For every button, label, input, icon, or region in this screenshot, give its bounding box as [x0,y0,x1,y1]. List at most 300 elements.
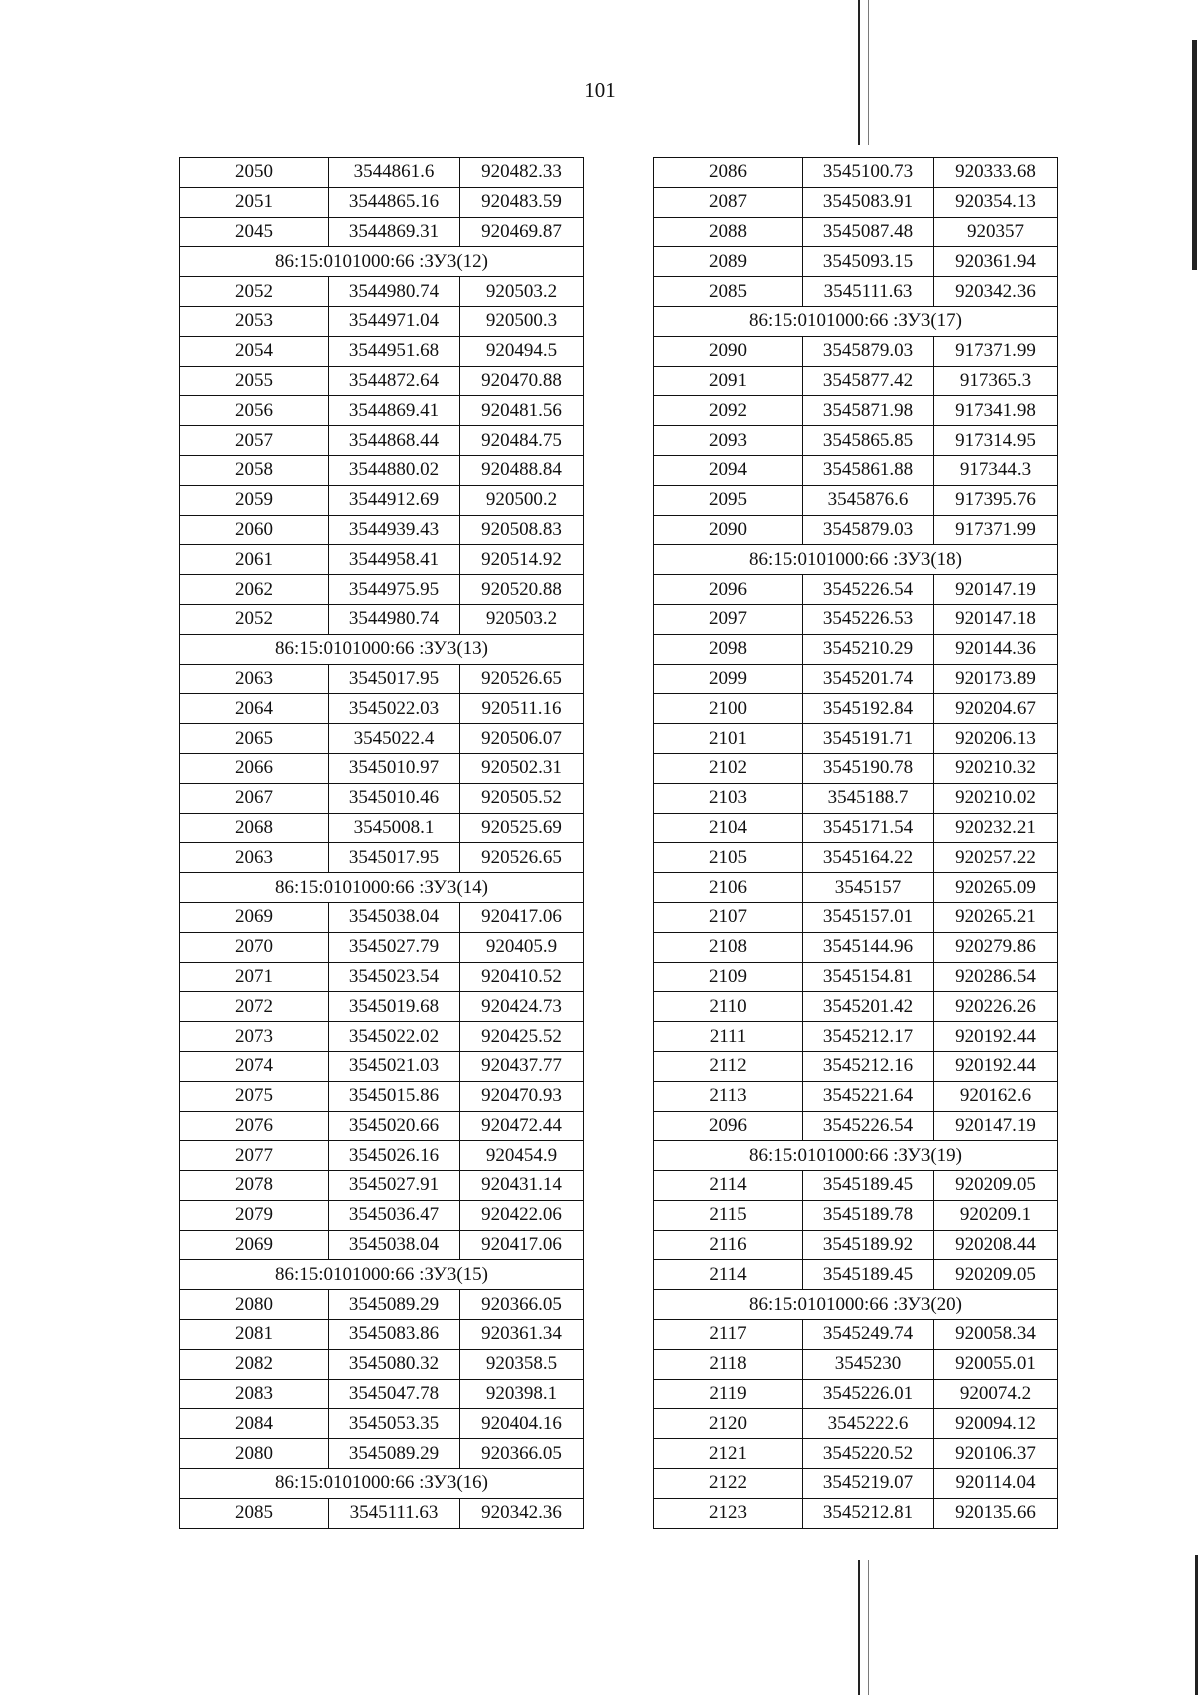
table-row [654,962,1058,992]
coordinate-x: 3545220.52 [803,1439,934,1469]
coordinate-y: 920483.59 [460,187,584,217]
coordinates-table-left [179,157,584,1529]
coordinate-x: 3545111.63 [329,1498,460,1528]
coordinate-x: 3545019.68 [329,992,460,1022]
coordinate-x: 3545154.81 [803,962,934,992]
coordinate-y: 920425.52 [460,1022,584,1052]
point-number: 2072 [180,992,329,1022]
coordinate-y: 920470.93 [460,1081,584,1111]
table-row [654,217,1058,247]
coordinate-y: 920470.88 [460,366,584,396]
scan-edge-line [1192,40,1197,270]
cadastral-number: 86:15:0101000:66 :ЗУ3(19) [654,1141,1058,1171]
table-row [180,932,584,962]
table-row [654,1200,1058,1230]
point-number: 2080 [180,1290,329,1320]
coordinate-y: 920422.06 [460,1200,584,1230]
coordinate-x: 3545022.02 [329,1022,460,1052]
table-section-header [180,247,584,277]
coordinate-x: 3545026.16 [329,1141,460,1171]
coordinate-y: 920257.22 [934,843,1058,873]
point-number: 2056 [180,396,329,426]
coordinate-x: 3545861.88 [803,455,934,485]
coordinate-x: 3545249.74 [803,1320,934,1350]
scan-edge-line [858,0,860,145]
coordinate-y: 920147.19 [934,575,1058,605]
coordinate-x: 3545053.35 [329,1409,460,1439]
coordinate-y: 920058.34 [934,1320,1058,1350]
table-row [654,1379,1058,1409]
table-row [654,366,1058,396]
point-number: 2105 [654,843,803,873]
coordinate-x: 3545226.54 [803,1111,934,1141]
coordinate-x: 3544958.41 [329,545,460,575]
table-section-header [654,1141,1058,1171]
coordinate-x: 3545871.98 [803,396,934,426]
point-number: 2063 [180,664,329,694]
coordinate-x: 3545038.04 [329,1230,460,1260]
coordinate-y: 920494.5 [460,336,584,366]
coordinate-x: 3545083.91 [803,187,934,217]
scan-edge-line [1195,1555,1198,1695]
coordinate-x: 3545015.86 [329,1081,460,1111]
table-row [654,813,1058,843]
coordinate-y: 920481.56 [460,396,584,426]
coordinate-x: 3544912.69 [329,485,460,515]
point-number: 2111 [654,1022,803,1052]
coordinate-y: 920208.44 [934,1230,1058,1260]
coordinate-y: 920147.18 [934,604,1058,634]
coordinate-x: 3545226.53 [803,604,934,634]
table-row [180,1439,584,1469]
table-row [654,1081,1058,1111]
point-number: 2122 [654,1469,803,1499]
point-number: 2112 [654,1051,803,1081]
cadastral-number: 86:15:0101000:66 :ЗУ3(18) [654,545,1058,575]
coordinate-y: 920074.2 [934,1379,1058,1409]
coordinate-x: 3545190.78 [803,753,934,783]
point-number: 2063 [180,843,329,873]
table-row [180,575,584,605]
table-row [654,1409,1058,1439]
table-row [180,1200,584,1230]
point-number: 2084 [180,1409,329,1439]
table-row [654,664,1058,694]
coordinate-x: 3545226.01 [803,1379,934,1409]
coordinate-y: 920354.13 [934,187,1058,217]
table-row [654,992,1058,1022]
table-row [180,515,584,545]
point-number: 2090 [654,336,803,366]
coordinate-x: 3545189.78 [803,1200,934,1230]
point-number: 2090 [654,515,803,545]
point-number: 2061 [180,545,329,575]
coordinate-x: 3544980.74 [329,277,460,307]
point-number: 2071 [180,962,329,992]
coordinate-y: 920144.36 [934,634,1058,664]
coordinate-x: 3545212.81 [803,1498,934,1528]
coordinate-x: 3545157 [803,873,934,903]
table-row [180,277,584,307]
table-row [654,1320,1058,1350]
coordinate-x: 3545164.22 [803,843,934,873]
table-row [180,1290,584,1320]
point-number: 2117 [654,1320,803,1350]
point-number: 2054 [180,336,329,366]
coordinate-x: 3545036.47 [329,1200,460,1230]
point-number: 2060 [180,515,329,545]
coordinate-y: 920192.44 [934,1051,1058,1081]
table-row [654,426,1058,456]
point-number: 2069 [180,1230,329,1260]
coordinate-y: 920192.44 [934,1022,1058,1052]
coordinate-x: 3545047.78 [329,1379,460,1409]
coordinate-y: 920506.07 [460,724,584,754]
coordinate-y: 920482.33 [460,158,584,188]
coordinate-x: 3545038.04 [329,902,460,932]
point-number: 2118 [654,1349,803,1379]
table-row [180,962,584,992]
coordinate-y: 920488.84 [460,455,584,485]
point-number: 2113 [654,1081,803,1111]
coordinate-y: 920342.36 [460,1498,584,1528]
point-number: 2100 [654,694,803,724]
point-number: 2051 [180,187,329,217]
table-row [654,1439,1058,1469]
coordinate-y: 917395.76 [934,485,1058,515]
table-row [180,783,584,813]
point-number: 2080 [180,1439,329,1469]
point-number: 2081 [180,1320,329,1350]
point-number: 2066 [180,753,329,783]
table-section-header [654,545,1058,575]
table-row [654,753,1058,783]
coordinate-y: 920431.14 [460,1171,584,1201]
table-row [180,992,584,1022]
coordinate-y: 920526.65 [460,664,584,694]
coordinate-x: 3544868.44 [329,426,460,456]
coordinate-y: 920232.21 [934,813,1058,843]
point-number: 2057 [180,426,329,456]
coordinate-x: 3545089.29 [329,1439,460,1469]
table-row [180,396,584,426]
coordinate-x: 3545212.17 [803,1022,934,1052]
coordinate-x: 3544869.41 [329,396,460,426]
point-number: 2076 [180,1111,329,1141]
scan-edge-line [868,0,869,145]
coordinate-y: 920210.32 [934,753,1058,783]
point-number: 2099 [654,664,803,694]
table-row [654,1111,1058,1141]
point-number: 2089 [654,247,803,277]
point-number: 2070 [180,932,329,962]
coordinate-x: 3544939.43 [329,515,460,545]
coordinate-y: 920173.89 [934,664,1058,694]
scan-edge-line [868,1560,869,1695]
table-row [180,426,584,456]
table-row [180,366,584,396]
scan-edge-line [858,1560,860,1695]
point-number: 2075 [180,1081,329,1111]
point-number: 2114 [654,1260,803,1290]
point-number: 2115 [654,1200,803,1230]
table-row [180,902,584,932]
coordinate-x: 3545201.42 [803,992,934,1022]
point-number: 2091 [654,366,803,396]
coordinate-y: 920503.2 [460,604,584,634]
coordinate-y: 920206.13 [934,724,1058,754]
coordinate-y: 917341.98 [934,396,1058,426]
coordinate-x: 3545022.03 [329,694,460,724]
coordinate-y: 920508.83 [460,515,584,545]
table-row [180,1230,584,1260]
coordinate-y: 920210.02 [934,783,1058,813]
point-number: 2086 [654,158,803,188]
coordinate-x: 3544975.95 [329,575,460,605]
coordinate-y: 920404.16 [460,1409,584,1439]
coordinate-y: 920520.88 [460,575,584,605]
coordinate-y: 920286.54 [934,962,1058,992]
coordinate-y: 920417.06 [460,902,584,932]
coordinate-x: 3545877.42 [803,366,934,396]
point-number: 2094 [654,455,803,485]
coordinate-x: 3545020.66 [329,1111,460,1141]
coordinate-y: 920358.5 [460,1349,584,1379]
point-number: 2050 [180,158,329,188]
coordinate-y: 920265.21 [934,902,1058,932]
point-number: 2088 [654,217,803,247]
cadastral-number: 86:15:0101000:66 :ЗУ3(13) [180,634,584,664]
point-number: 2109 [654,962,803,992]
table-row [654,455,1058,485]
table-row [180,1320,584,1350]
coordinate-x: 3545189.45 [803,1260,934,1290]
coordinate-y: 920366.05 [460,1439,584,1469]
table-row [180,1141,584,1171]
coordinate-y: 920484.75 [460,426,584,456]
coordinate-y: 920366.05 [460,1290,584,1320]
table-row [654,604,1058,634]
coordinate-y: 920106.37 [934,1439,1058,1469]
coordinate-x: 3545093.15 [803,247,934,277]
coordinate-y: 920511.16 [460,694,584,724]
table-row [180,1171,584,1201]
table-row [180,843,584,873]
table-row [180,1379,584,1409]
table-row [180,1349,584,1379]
point-number: 2101 [654,724,803,754]
table-row [654,932,1058,962]
coordinate-y: 920357 [934,217,1058,247]
point-number: 2083 [180,1379,329,1409]
point-number: 2121 [654,1439,803,1469]
coordinate-x: 3545201.74 [803,664,934,694]
coordinate-y: 920505.52 [460,783,584,813]
table-row [180,694,584,724]
table-row [654,694,1058,724]
point-number: 2107 [654,902,803,932]
coordinate-x: 3545027.91 [329,1171,460,1201]
coordinate-y: 920454.9 [460,1141,584,1171]
table-row [654,1171,1058,1201]
coordinate-x: 3544980.74 [329,604,460,634]
table-row [654,1469,1058,1499]
table-section-header [180,634,584,664]
coordinate-x: 3545087.48 [803,217,934,247]
coordinate-y: 920209.1 [934,1200,1058,1230]
cadastral-number: 86:15:0101000:66 :ЗУ3(12) [180,247,584,277]
coordinate-y: 920094.12 [934,1409,1058,1439]
table-row [654,1230,1058,1260]
table-row [654,515,1058,545]
coordinate-x: 3545027.79 [329,932,460,962]
coordinate-x: 3545212.16 [803,1051,934,1081]
coordinate-x: 3545230 [803,1349,934,1379]
table-row [654,1022,1058,1052]
coordinate-y: 917365.3 [934,366,1058,396]
coordinate-x: 3545865.85 [803,426,934,456]
coordinate-y: 920333.68 [934,158,1058,188]
table-row [654,634,1058,664]
coordinate-x: 3545189.92 [803,1230,934,1260]
coordinate-x: 3544865.16 [329,187,460,217]
point-number: 2114 [654,1171,803,1201]
point-number: 2123 [654,1498,803,1528]
coordinate-x: 3545221.64 [803,1081,934,1111]
coordinate-x: 3545879.03 [803,336,934,366]
coordinate-y: 920472.44 [460,1111,584,1141]
point-number: 2096 [654,1111,803,1141]
table-row [654,902,1058,932]
coordinate-x: 3545010.97 [329,753,460,783]
point-number: 2055 [180,366,329,396]
table-row [180,485,584,515]
coordinate-y: 920424.73 [460,992,584,1022]
coordinate-y: 920135.66 [934,1498,1058,1528]
table-row [180,545,584,575]
coordinate-y: 920226.26 [934,992,1058,1022]
coordinate-x: 3545879.03 [803,515,934,545]
coordinate-x: 3545089.29 [329,1290,460,1320]
coordinate-y: 920469.87 [460,217,584,247]
point-number: 2095 [654,485,803,515]
table-row [654,247,1058,277]
coordinate-y: 920162.6 [934,1081,1058,1111]
coordinate-x: 3545210.29 [803,634,934,664]
coordinate-x: 3544880.02 [329,455,460,485]
coordinate-y: 920114.04 [934,1469,1058,1499]
coordinate-y: 920526.65 [460,843,584,873]
table-row [180,1022,584,1052]
coordinate-y: 920437.77 [460,1051,584,1081]
point-number: 2059 [180,485,329,515]
point-number: 2073 [180,1022,329,1052]
table-row [180,724,584,754]
table-row [180,664,584,694]
point-number: 2102 [654,753,803,783]
coordinate-y: 920500.3 [460,306,584,336]
table-row [654,1051,1058,1081]
cadastral-number: 86:15:0101000:66 :ЗУ3(15) [180,1260,584,1290]
coordinate-y: 920405.9 [460,932,584,962]
coordinate-x: 3545022.4 [329,724,460,754]
point-number: 2119 [654,1379,803,1409]
coordinate-x: 3544872.64 [329,366,460,396]
point-number: 2064 [180,694,329,724]
coordinate-x: 3545017.95 [329,843,460,873]
coordinate-x: 3545083.86 [329,1320,460,1350]
point-number: 2093 [654,426,803,456]
point-number: 2104 [654,813,803,843]
page-number: 101 [584,78,616,102]
point-number: 2045 [180,217,329,247]
table-row [180,158,584,188]
point-number: 2067 [180,783,329,813]
table-row [180,753,584,783]
coordinate-y: 920209.05 [934,1171,1058,1201]
table-section-header [180,873,584,903]
point-number: 2110 [654,992,803,1022]
point-number: 2065 [180,724,329,754]
coordinate-x: 3545017.95 [329,664,460,694]
coordinate-x: 3545008.1 [329,813,460,843]
point-number: 2052 [180,604,329,634]
coordinate-y: 920265.09 [934,873,1058,903]
coordinate-x: 3545010.46 [329,783,460,813]
coordinate-y: 920525.69 [460,813,584,843]
coordinate-y: 920514.92 [460,545,584,575]
table-row [180,187,584,217]
coordinate-x: 3545222.6 [803,1409,934,1439]
cadastral-number: 86:15:0101000:66 :ЗУ3(14) [180,873,584,903]
point-number: 2120 [654,1409,803,1439]
point-number: 2085 [180,1498,329,1528]
point-number: 2074 [180,1051,329,1081]
coordinate-y: 920361.94 [934,247,1058,277]
point-number: 2053 [180,306,329,336]
table-row [654,575,1058,605]
table-row [180,306,584,336]
point-number: 2078 [180,1171,329,1201]
point-number: 2106 [654,873,803,903]
table-row [180,1111,584,1141]
point-number: 2098 [654,634,803,664]
point-number: 2069 [180,902,329,932]
cadastral-number: 86:15:0101000:66 :ЗУ3(17) [654,306,1058,336]
coordinate-y: 920503.2 [460,277,584,307]
coordinate-y: 920502.31 [460,753,584,783]
coordinate-y: 920055.01 [934,1349,1058,1379]
point-number: 2116 [654,1230,803,1260]
coordinate-x: 3545226.54 [803,575,934,605]
point-number: 2092 [654,396,803,426]
table-row [180,1051,584,1081]
coordinate-x: 3545171.54 [803,813,934,843]
point-number: 2052 [180,277,329,307]
point-number: 2082 [180,1349,329,1379]
point-number: 2058 [180,455,329,485]
coordinate-x: 3545157.01 [803,902,934,932]
coordinate-y: 917314.95 [934,426,1058,456]
point-number: 2077 [180,1141,329,1171]
coordinate-y: 920342.36 [934,277,1058,307]
coordinate-x: 3545021.03 [329,1051,460,1081]
point-number: 2087 [654,187,803,217]
table-row [654,1260,1058,1290]
coordinate-x: 3544951.68 [329,336,460,366]
point-number: 2097 [654,604,803,634]
table-row [654,783,1058,813]
